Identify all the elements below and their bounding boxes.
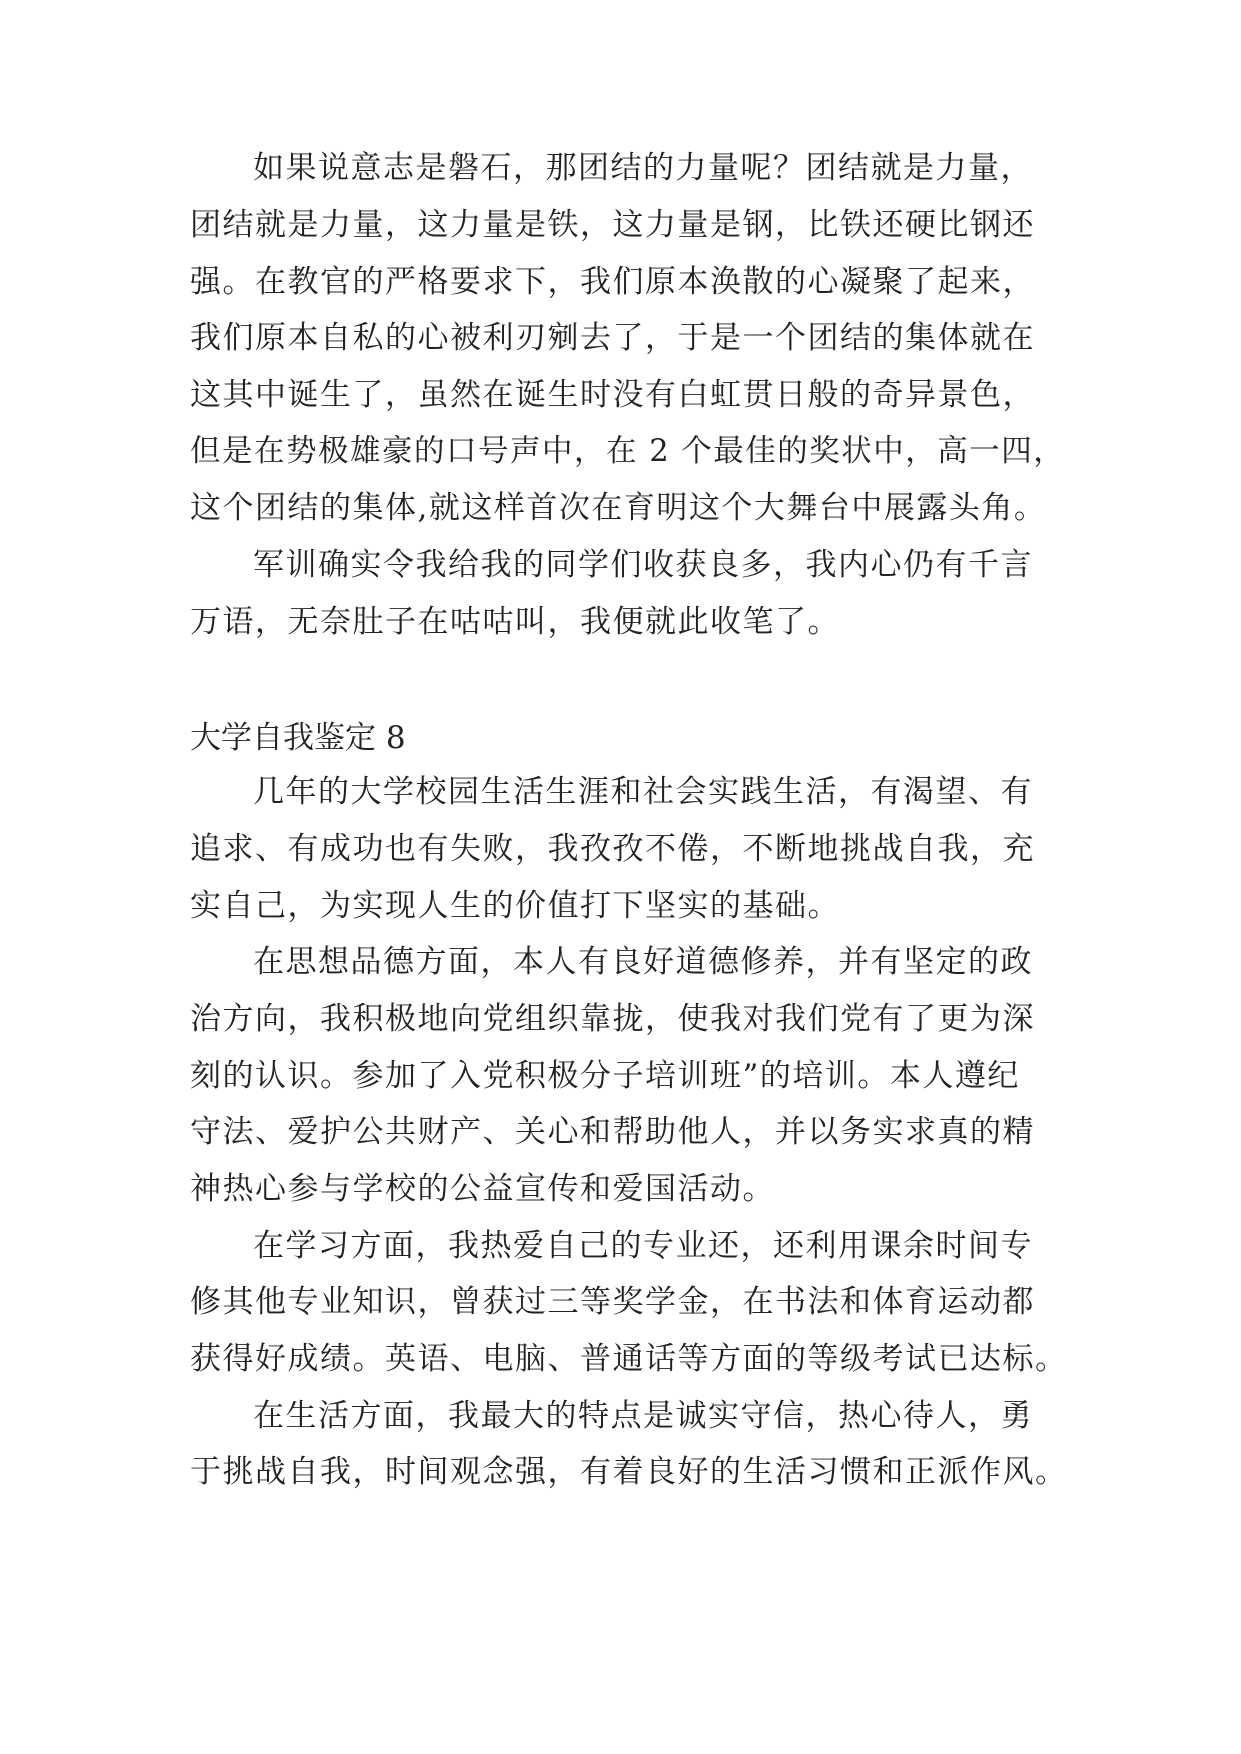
paragraph-line: 如果说意志是磐石，那团结的力量呢？团结就是力量， [253, 150, 1033, 186]
paragraph-line: 神热心参与学校的公益宣传和爱国活动。 [190, 1171, 775, 1207]
paragraph-line: 这个团结的集体,就这样首次在育明这个大舞台中展露头角。 [190, 490, 1047, 526]
paragraph-line: 在思想品德方面，本人有良好道德修养，并有坚定的政 [253, 944, 1033, 980]
paragraph-line: 刻的认识。参加了入党积极分子培训班”的培训。本人遵纪 [190, 1058, 1020, 1094]
section-heading: 大学自我鉴定 8 [190, 720, 406, 756]
paragraph-line: 在学习方面，我热爱自己的专业还，还利用课余时间专 [253, 1228, 1033, 1264]
paragraph-line: 但是在势极雄豪的口号声中，在 2 个最佳的奖状中，高一四， [190, 434, 1066, 469]
paragraph-line: 修其他专业知识，曾获过三等奖学金，在书法和体育运动都 [190, 1284, 1035, 1320]
paragraph-line: 治方向，我积极地向党组织靠拢，使我对我们党有了更为深 [190, 1001, 1035, 1037]
paragraph-line: 万语，无奈肚子在咕咕叫，我便就此收笔了。 [190, 604, 840, 640]
paragraph-line: 在生活方面，我最大的特点是诚实守信，热心待人，勇 [253, 1398, 1033, 1434]
paragraph-line: 于挑战自我，时间观念强，有着良好的生活习惯和正派作风。 [190, 1454, 1068, 1490]
paragraph-line: 军训确实令我给我的同学们收获良多，我内心仍有千言 [253, 547, 1033, 583]
paragraph-line: 这其中诞生了，虽然在诞生时没有白虹贯日般的奇异景色， [190, 377, 1035, 413]
paragraph-line: 守法、爱护公共财产、关心和帮助他人，并以务实求真的精 [190, 1114, 1035, 1150]
paragraph-line: 团结就是力量，这力量是铁，这力量是钢，比铁还硬比钢还 [190, 207, 1035, 243]
paragraph-line: 几年的大学校园生活生涯和社会实践生活，有渴望、有 [253, 774, 1033, 810]
paragraph-line: 强。在教官的严格要求下，我们原本涣散的心凝聚了起来， [190, 264, 1035, 300]
paragraph-line: 我们原本自私的心被利刃剜去了，于是一个团结的集体就在 [190, 320, 1035, 356]
paragraph-line: 实自己，为实现人生的价值打下坚实的基础。 [190, 888, 840, 924]
paragraph-line: 追求、有成功也有失败，我孜孜不倦，不断地挑战自我，充 [190, 831, 1035, 867]
paragraph-line: 获得好成绩。英语、电脑、普通话等方面的等级考试已达标。 [190, 1341, 1068, 1377]
